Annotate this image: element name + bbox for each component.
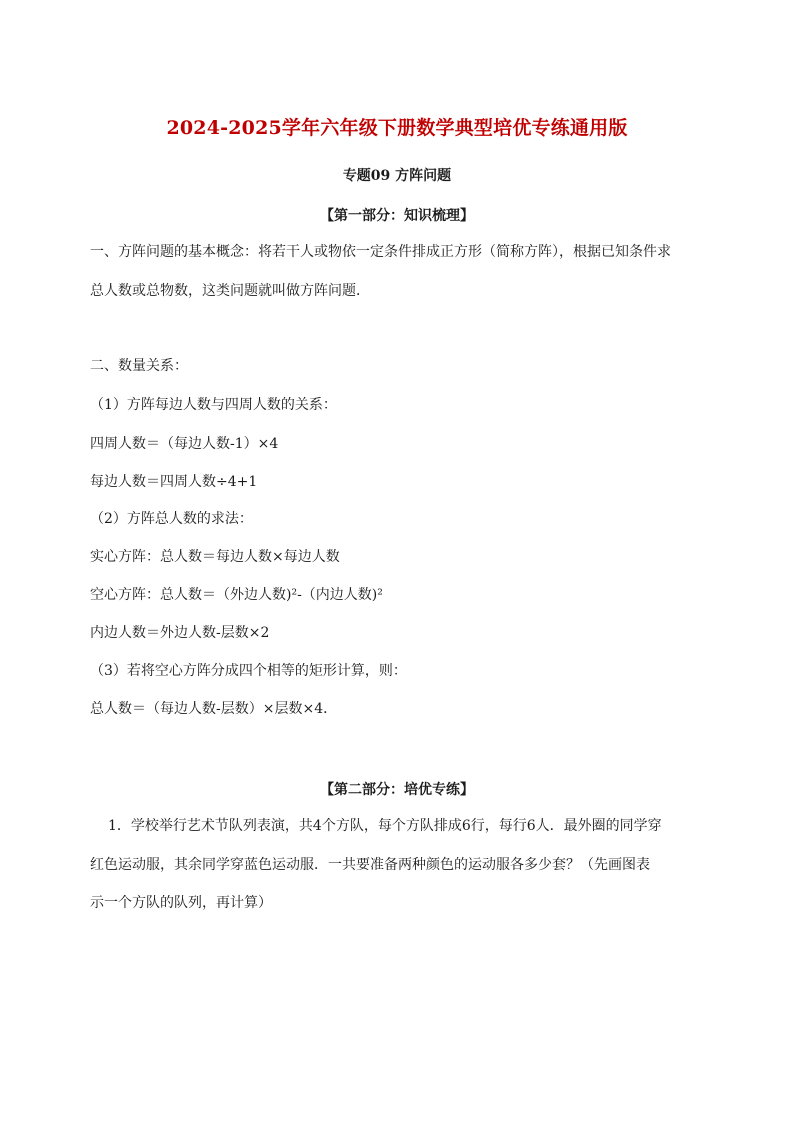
- concept-line-2: 总人数或总物数，这类问题就叫做方阵问题．: [90, 283, 370, 299]
- section-heading-practice: 【第二部分：培优专练】: [320, 782, 474, 798]
- question-1-line-1: 1．学校举行艺术节队列表演，共4个方队，每个方队排成6行，每行6人．最外圈的同学穿: [108, 818, 662, 834]
- relation-3-formula: 总人数＝（每边人数-层数）×层数×4．: [90, 701, 338, 717]
- relation-heading: 二、数量关系：: [90, 358, 188, 374]
- relation-1-heading: （1）方阵每边人数与四周人数的关系：: [90, 397, 337, 413]
- concept-line-1: 一、方阵问题的基本概念：将若干人或物依一定条件排成正方形（简称方阵），根据已知条件求: [90, 244, 671, 260]
- document-title: 2024-2025学年六年级下册数学典型培优专练通用版: [166, 117, 628, 139]
- relation-3-heading: （3）若将空心方阵分成四个相等的矩形计算，则：: [90, 663, 407, 679]
- relation-1-formula-2: 每边人数＝四周人数÷4+1: [90, 474, 258, 490]
- relation-1-formula-1: 四周人数＝（每边人数-1）×4: [90, 436, 279, 452]
- relation-2-formula-3: 内边人数＝外边人数-层数×2: [90, 625, 270, 641]
- question-1-line-2: 红色运动服，其余同学穿蓝色运动服．一共要准备两种颜色的运动服各多少套？（先画图表: [90, 857, 650, 873]
- relation-2-formula-2: 空心方阵：总人数＝（外边人数)²-（内边人数)²: [90, 587, 383, 603]
- relation-2-formula-1: 实心方阵：总人数＝每边人数×每边人数: [90, 549, 340, 565]
- relation-2-heading: （2）方阵总人数的求法：: [90, 511, 253, 527]
- question-1-line-3: 示一个方队的队列，再计算）: [90, 895, 272, 911]
- topic-subtitle: 专题09 方阵问题: [342, 168, 452, 184]
- section-heading-knowledge: 【第一部分：知识梳理】: [320, 208, 474, 224]
